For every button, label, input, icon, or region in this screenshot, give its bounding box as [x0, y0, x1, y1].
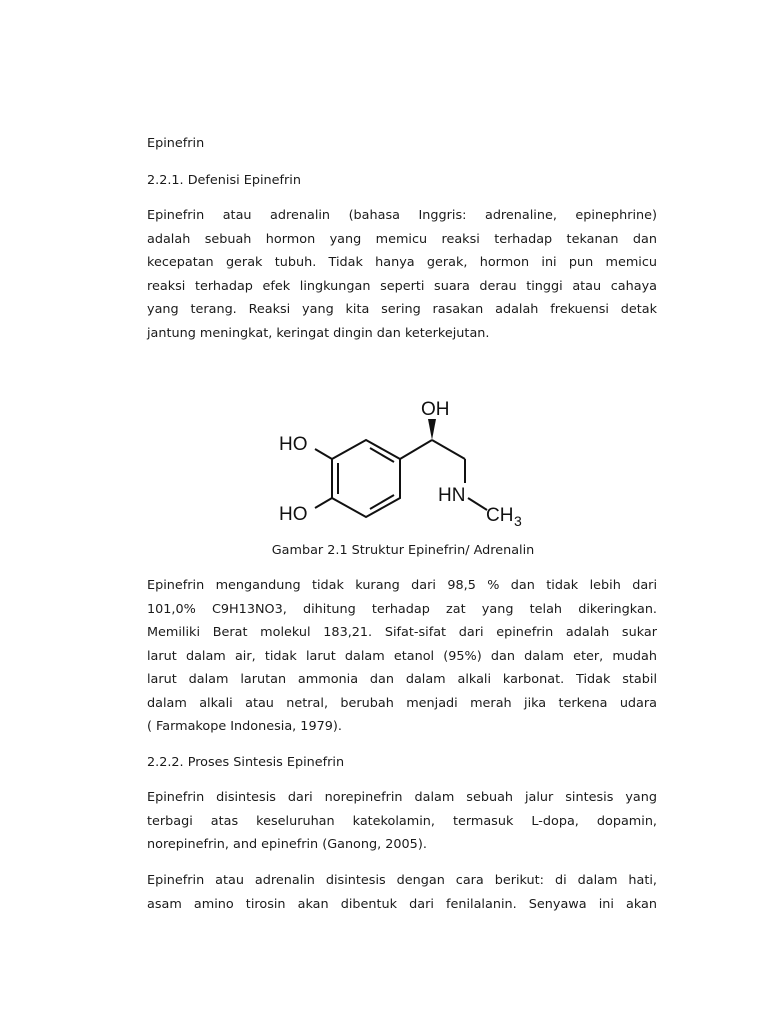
text-line: jantung meningkat, keringat dingin dan keterkejutan. [147, 325, 490, 341]
text-line: reaksi terhadap efek lingkungan seperti suara derau tinggi atau cahaya [147, 278, 657, 294]
text-line: asam amino tirosin akan dibentuk dari fenilalanin. Senyawa ini akan [147, 896, 657, 912]
paragraph-properties [147, 574, 657, 739]
text-line: larut dalam larutan ammonia dan dalam alkali karbonat. Tidak stabil [147, 672, 657, 687]
text-line: norepinefrin, and epinefrin (Ganong, 2005). [147, 837, 427, 852]
oh-label: OH [421, 399, 450, 420]
heading-text: 2.2.1. Defenisi Epinefrin [147, 173, 301, 188]
ho-bottom-label: HO [279, 504, 308, 525]
title-text: Epinefrin [147, 136, 205, 151]
figure-caption: Gambar 2.1 Struktur Epinefrin/ Adrenalin [271, 543, 535, 558]
text-line: ( Farmakope Indonesia, 1979). [147, 719, 342, 734]
text-line: larut dalam air, tidak larut dalam etanol (95%) dan dalam eter, mudah [147, 648, 657, 664]
text-line: Epinefrin mengandung tidak kurang dari 98,5 % dan tidak lebih dari [147, 578, 657, 593]
text-line: Memiliki Berat molekul 183,21. Sifat-sifat dari epinefrin adalah sukar [147, 625, 657, 640]
text-line: adalah sebuah hormon yang memicu reaksi terhadap tekanan dan [147, 231, 657, 247]
subscript-3: 3 [514, 513, 522, 529]
wedge-bond [428, 419, 436, 440]
text-line: Epinefrin atau adrenalin (bahasa Inggris: adrenaline, epinephrine) [147, 208, 657, 223]
section-heading-2 [147, 751, 657, 775]
text-line: kecepatan gerak tubuh. Tidak hanya gerak, hormon ini pun memicu [147, 255, 657, 270]
text-line: Epinefrin atau adrenalin disintesis dengan cara berikut: di dalam hati, [147, 873, 657, 888]
text-line: terbagi atas keseluruhan katekolamin, termasuk L-dopa, dopamin, [147, 813, 657, 829]
heading-text: 2.2.2. Proses Sintesis Epinefrin [147, 755, 345, 770]
text-line: yang terang. Reaksi yang kita sering rasakan adalah frekuensi detak [147, 302, 657, 317]
paragraph-synthesis-2 [147, 869, 657, 916]
hn-label: HN [438, 485, 466, 506]
ho-top-label: HO [279, 434, 308, 455]
text-line: 101,0% C9H13NO3, dihitung terhadap zat yang telah dikeringkan. [147, 601, 657, 617]
text-line: Epinefrin disintesis dari norepinefrin dalam sebuah jalur sintesis yang [147, 790, 657, 805]
ch-label: CH [486, 505, 514, 526]
text-line: dalam alkali atau netral, berubah menjadi merah jika terkena udara [147, 695, 657, 711]
paragraph-synthesis-1 [147, 786, 657, 857]
